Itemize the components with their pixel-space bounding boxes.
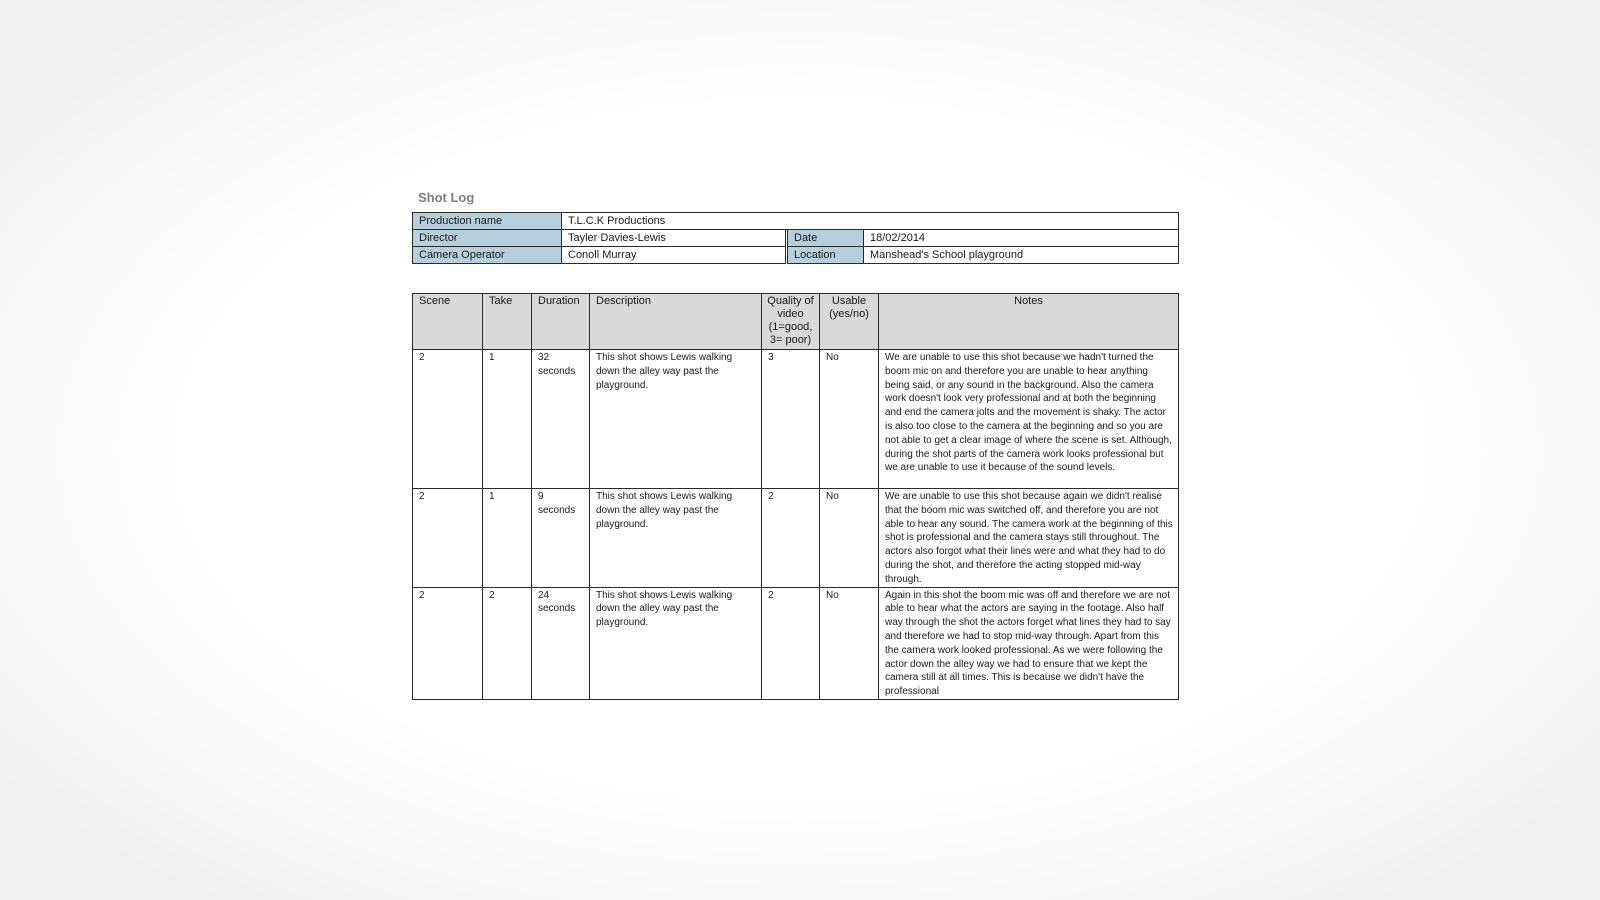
usable-header: Usable (yes/no) [820, 294, 879, 350]
director-row [413, 230, 1179, 247]
scene-cell: 2 [413, 489, 483, 588]
document-title: Shot Log [418, 190, 475, 205]
take-cell: 1 [483, 489, 532, 588]
camera-operator-value: Conoll Murray [562, 247, 786, 264]
take-cell: 1 [483, 350, 532, 489]
scene-cell: 2 [413, 350, 483, 489]
duration-cell: 24 seconds [532, 587, 590, 699]
take-header: Take [483, 294, 532, 350]
director-value: Tayler Davies-Lewis [562, 230, 786, 247]
description-cell: This shot shows Lewis walking down the alley way past the playground. [590, 489, 762, 588]
duration-header: Duration [532, 294, 590, 350]
description-cell: This shot shows Lewis walking down the alley way past the playground. [590, 587, 762, 699]
usable-cell: No [820, 587, 879, 699]
duration-cell: 9 seconds [532, 489, 590, 588]
director-label: Director [413, 230, 562, 247]
date-label: Date [788, 230, 864, 247]
quality-cell: 3 [762, 350, 820, 489]
date-value: 18/02/2014 [864, 230, 1179, 247]
header-row [413, 294, 1179, 350]
production-name-value: T.L.C.K Productions [562, 213, 1179, 230]
production-info-table [412, 212, 1179, 264]
location-value: Manshead's School playground [864, 247, 1179, 264]
shot-log-table [412, 293, 1179, 700]
notes-cell: We are unable to use this shot because again we didn't realise that the boom mic was switched off, and therefore you are not able to hear any sound. The camera work at the beginning of this shot is professional and the camera stays still throughout. The actors also forgot what their lines were and what they had to do during the shot, and therefore the acting stopped mid-way through. [879, 489, 1179, 588]
table-row [413, 350, 1179, 489]
table-row [413, 489, 1179, 588]
description-cell: This shot shows Lewis walking down the alley way past the playground. [590, 350, 762, 489]
description-header: Description [590, 294, 762, 350]
camera-row [413, 247, 1179, 264]
take-cell: 2 [483, 587, 532, 699]
production-row [413, 213, 1179, 230]
camera-operator-label: Camera Operator [413, 247, 562, 264]
notes-cell: Again in this shot the boom mic was off and therefore we are not able to hear what the actors are saying in the footage. Also half way through the shot the actors forget what lines they had to say and therefore we had to stop mid-way through. Apart from this the camera work looked professional. As we were following the actor down the alley way we had to ensure that we kept the camera still at all times. This is because we didn't have the professional [879, 587, 1179, 699]
duration-cell: 32 seconds [532, 350, 590, 489]
notes-cell: We are unable to use this shot because we hadn't turned the boom mic on and therefore you are unable to hear anything being said, or any sound in the background. Also the camera work doesn't look very professional and at both the beginning and end the camera jolts and the movement is shaky. The actor is also too close to the camera at the beginning and so you are not able to get a clear image of where the scene is set. Although, during the shot parts of the camera work looks professional but we are unable to use it because of the sound levels. [879, 350, 1179, 489]
scene-cell: 2 [413, 587, 483, 699]
location-label: Location [788, 247, 864, 264]
table-row [413, 587, 1179, 699]
quality-cell: 2 [762, 489, 820, 588]
quality-header: Quality of video (1=good, 3= poor) [762, 294, 820, 350]
usable-cell: No [820, 489, 879, 588]
scene-header: Scene [413, 294, 483, 350]
quality-cell: 2 [762, 587, 820, 699]
notes-header: Notes [879, 294, 1179, 350]
production-name-label: Production name [413, 213, 562, 230]
usable-cell: No [820, 350, 879, 489]
